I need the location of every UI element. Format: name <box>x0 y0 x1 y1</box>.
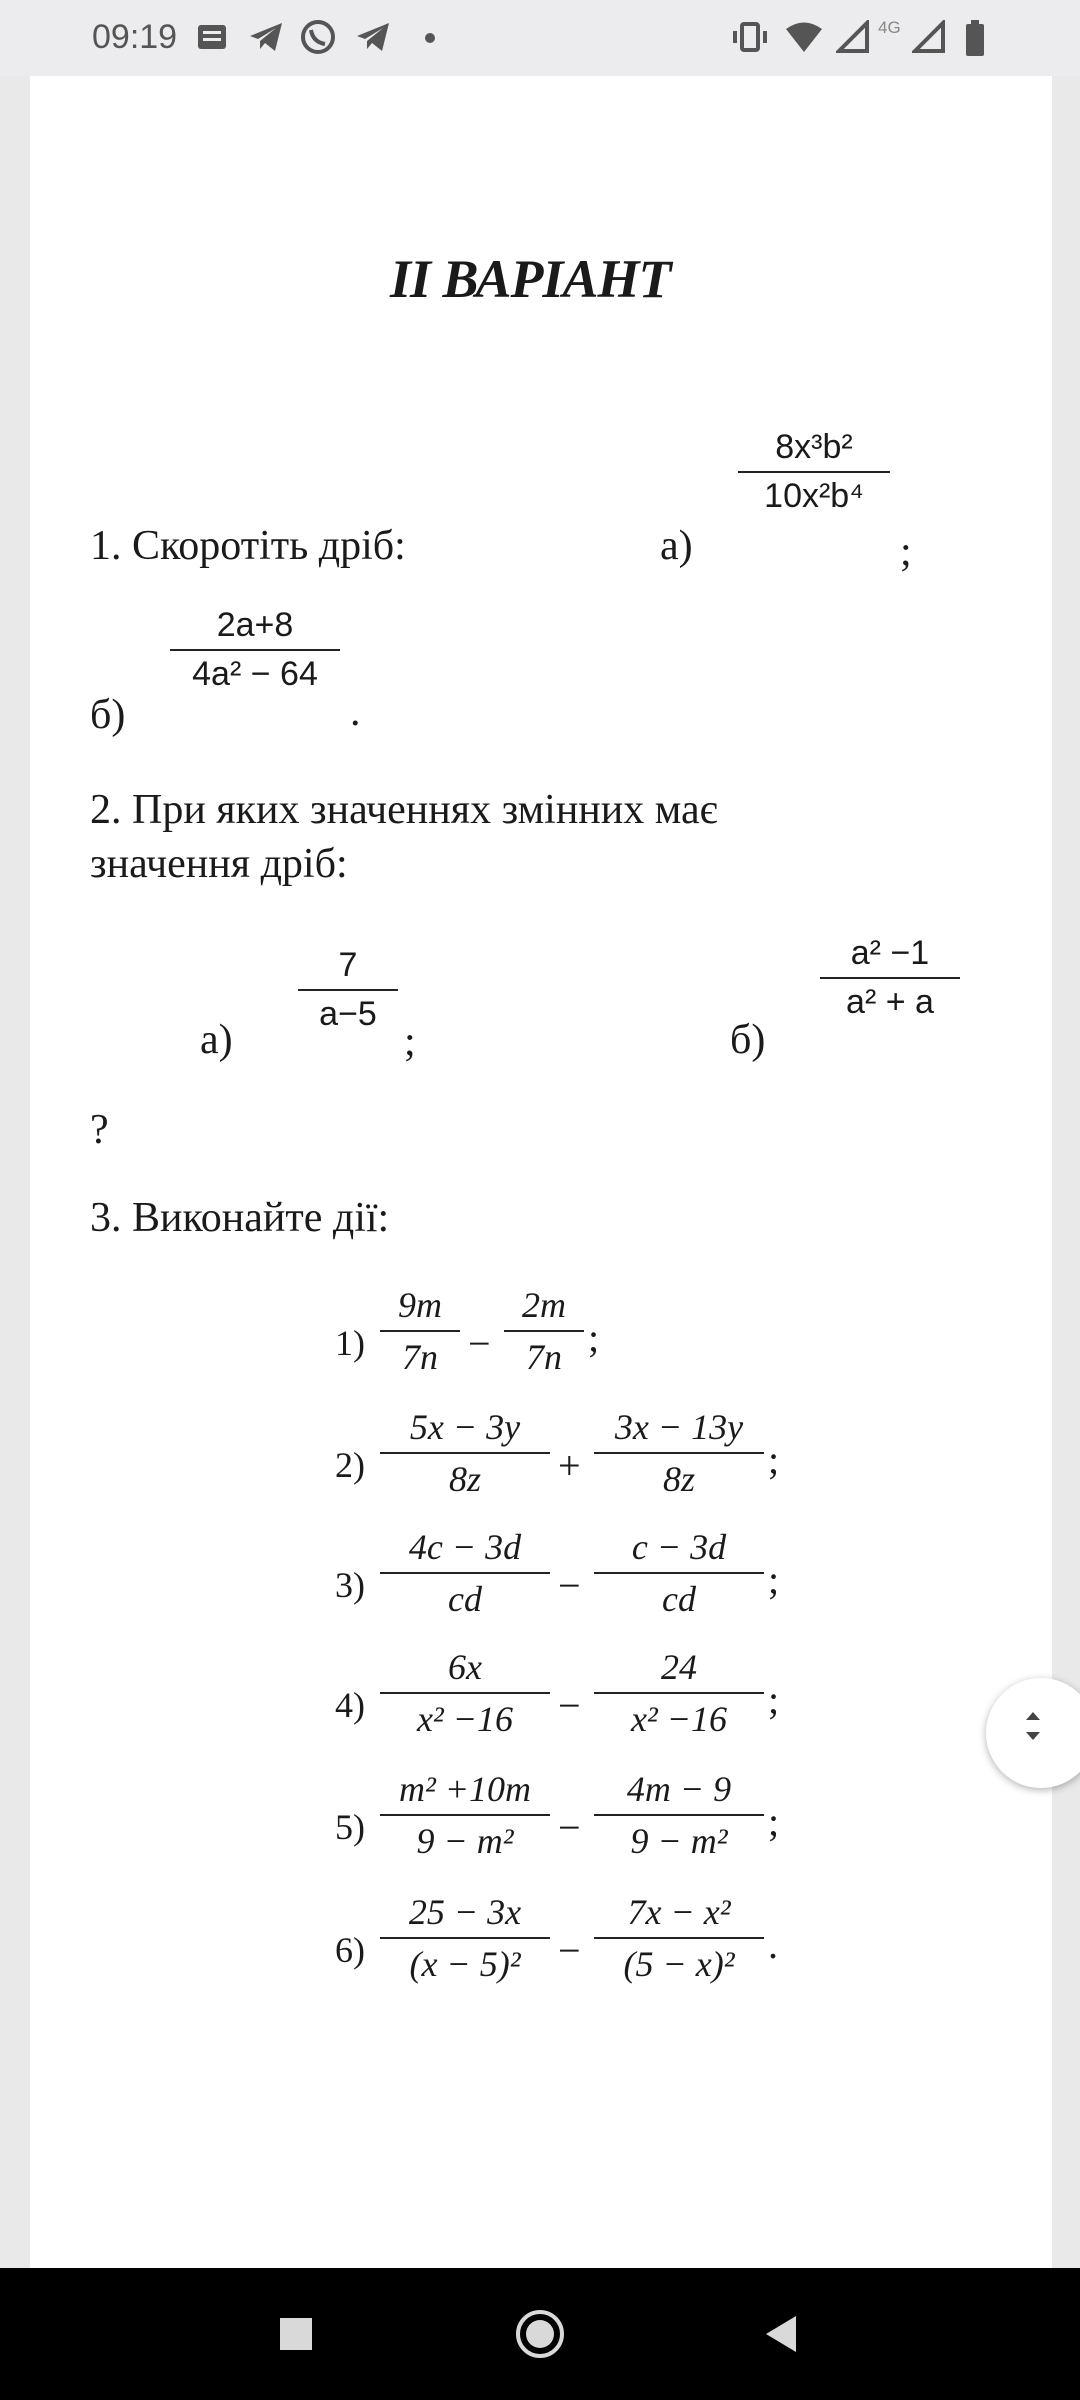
recents-button[interactable] <box>278 2316 314 2352</box>
fraction-denominator: a² + a <box>846 983 934 1021</box>
task1-a-label: а) <box>660 523 693 569</box>
fraction-denominator: (5 − x)² <box>623 1944 735 1984</box>
fraction-denominator: 9 − m² <box>416 1821 514 1861</box>
exercise-number: 2) <box>335 1445 365 1485</box>
exercise-fraction-1 <box>380 1646 550 1740</box>
task1-b-separator: . <box>350 689 361 735</box>
exercise-fraction-1 <box>380 1891 550 1985</box>
fraction-numerator: c − 3d <box>631 1527 727 1567</box>
fraction-numerator: 6x <box>448 1647 482 1687</box>
wifi-icon <box>784 20 824 54</box>
fraction-numerator: 4m − 9 <box>626 1769 732 1809</box>
fraction-denominator: 9 − m² <box>630 1821 728 1861</box>
fraction-numerator: 2a+8 <box>216 606 294 644</box>
fraction-numerator: 4c − 3d <box>408 1527 522 1567</box>
task1-label: 1. Скоротіть дріб: <box>90 523 406 569</box>
message-icon <box>195 20 229 54</box>
exercise-number: 5) <box>335 1807 365 1847</box>
notification-dot-icon <box>425 33 435 43</box>
fraction-denominator: a−5 <box>319 995 377 1033</box>
exercise-operator: − <box>558 1805 581 1850</box>
fraction-denominator: x² −16 <box>416 1699 514 1739</box>
task2-label-line2: значення дріб: <box>90 841 348 887</box>
exercise-end-mark: . <box>768 1922 778 1967</box>
task2-question: ? <box>90 1107 109 1153</box>
fraction-numerator: 25 − 3x <box>408 1892 522 1932</box>
fraction-denominator: cd <box>448 1579 482 1619</box>
telegram-icon <box>355 20 391 54</box>
signal-icon <box>836 20 870 54</box>
task1-a-fraction <box>738 428 890 516</box>
fraction-numerator: a² −1 <box>850 934 930 972</box>
fraction-denominator: (x − 5)² <box>409 1944 521 1984</box>
exercise-end-mark: ; <box>588 1315 600 1360</box>
exercise-number: 4) <box>335 1685 365 1725</box>
fraction-denominator: 4a² − 64 <box>192 655 318 693</box>
exercise-end-mark: ; <box>768 1557 780 1602</box>
exercise-fraction-1 <box>380 1768 550 1862</box>
fraction-numerator: m² +10m <box>398 1769 532 1809</box>
task2-a-fraction <box>298 946 398 1034</box>
back-button[interactable] <box>762 2314 798 2354</box>
fraction-denominator: 7n <box>402 1337 438 1377</box>
task2-a-separator: ; <box>404 1019 416 1065</box>
task2-b-label: б) <box>730 1017 766 1063</box>
telegram-icon <box>248 20 284 54</box>
fraction-numerator: 24 <box>661 1647 697 1687</box>
exercise-operator: − <box>558 1928 581 1973</box>
exercise-operator: − <box>558 1683 581 1728</box>
fraction-numerator: 5x − 3y <box>409 1407 521 1447</box>
fraction-numerator: 9m <box>398 1285 442 1325</box>
exercise-fraction-2 <box>594 1891 764 1985</box>
task2-b-fraction <box>820 934 960 1022</box>
task1-b-label: б) <box>90 692 126 738</box>
exercise-fraction-2 <box>594 1406 764 1500</box>
exercise-number: 3) <box>335 1565 365 1605</box>
exercise-fraction-2 <box>504 1284 584 1378</box>
status-time: 09:19 <box>92 18 178 56</box>
vibrate-icon <box>730 20 770 54</box>
exercise-fraction-2 <box>594 1646 764 1740</box>
page-title: II ВАРІАНТ <box>390 249 671 309</box>
document-page[interactable] <box>30 76 1052 2268</box>
task2-a-label: а) <box>200 1017 233 1063</box>
fraction-numerator: 7x − x² <box>627 1892 731 1932</box>
scroll-control-button[interactable] <box>986 1678 1080 1788</box>
exercise-fraction-2 <box>594 1526 764 1620</box>
task1-b-fraction <box>170 606 340 694</box>
home-button[interactable] <box>514 2308 566 2360</box>
scroll-arrows-icon <box>986 1678 1080 1788</box>
exercise-fraction-1 <box>380 1406 550 1500</box>
exercise-number: 1) <box>335 1323 365 1363</box>
exercise-fraction-1 <box>380 1526 550 1620</box>
exercise-end-mark: ; <box>768 1799 780 1844</box>
exercise-operator: + <box>558 1443 581 1488</box>
navigation-bar <box>0 2268 1080 2400</box>
fraction-denominator: 8z <box>448 1459 481 1499</box>
fraction-denominator: x² −16 <box>630 1699 728 1739</box>
exercise-end-mark: ; <box>768 1677 780 1722</box>
fraction-numerator: 7 <box>338 946 358 984</box>
fraction-denominator: 8z <box>662 1459 695 1499</box>
task1-a-separator: ; <box>900 529 912 575</box>
task2-label-line1: 2. При яких значеннях змінних має <box>90 787 718 833</box>
viber-icon <box>300 20 338 58</box>
exercise-number: 6) <box>335 1930 365 1970</box>
exercise-operator: − <box>468 1321 491 1366</box>
fraction-denominator: 10x²b⁴ <box>764 477 864 515</box>
exercise-operator: − <box>558 1563 581 1608</box>
exercise-fraction-1 <box>380 1284 460 1378</box>
fraction-denominator: 7n <box>526 1337 562 1377</box>
fraction-numerator: 3x − 13y <box>614 1407 744 1447</box>
task3-label: 3. Виконайте дії: <box>90 1195 390 1241</box>
fraction-numerator: 8x³b² <box>775 428 853 466</box>
battery-icon <box>964 20 988 58</box>
exercise-end-mark: ; <box>768 1437 780 1482</box>
network-type: 4G <box>878 18 901 37</box>
status-bar <box>0 0 1080 76</box>
fraction-denominator: cd <box>662 1579 696 1619</box>
signal-4g-icon <box>912 20 946 54</box>
fraction-numerator: 2m <box>522 1285 566 1325</box>
exercise-fraction-2 <box>594 1768 764 1862</box>
